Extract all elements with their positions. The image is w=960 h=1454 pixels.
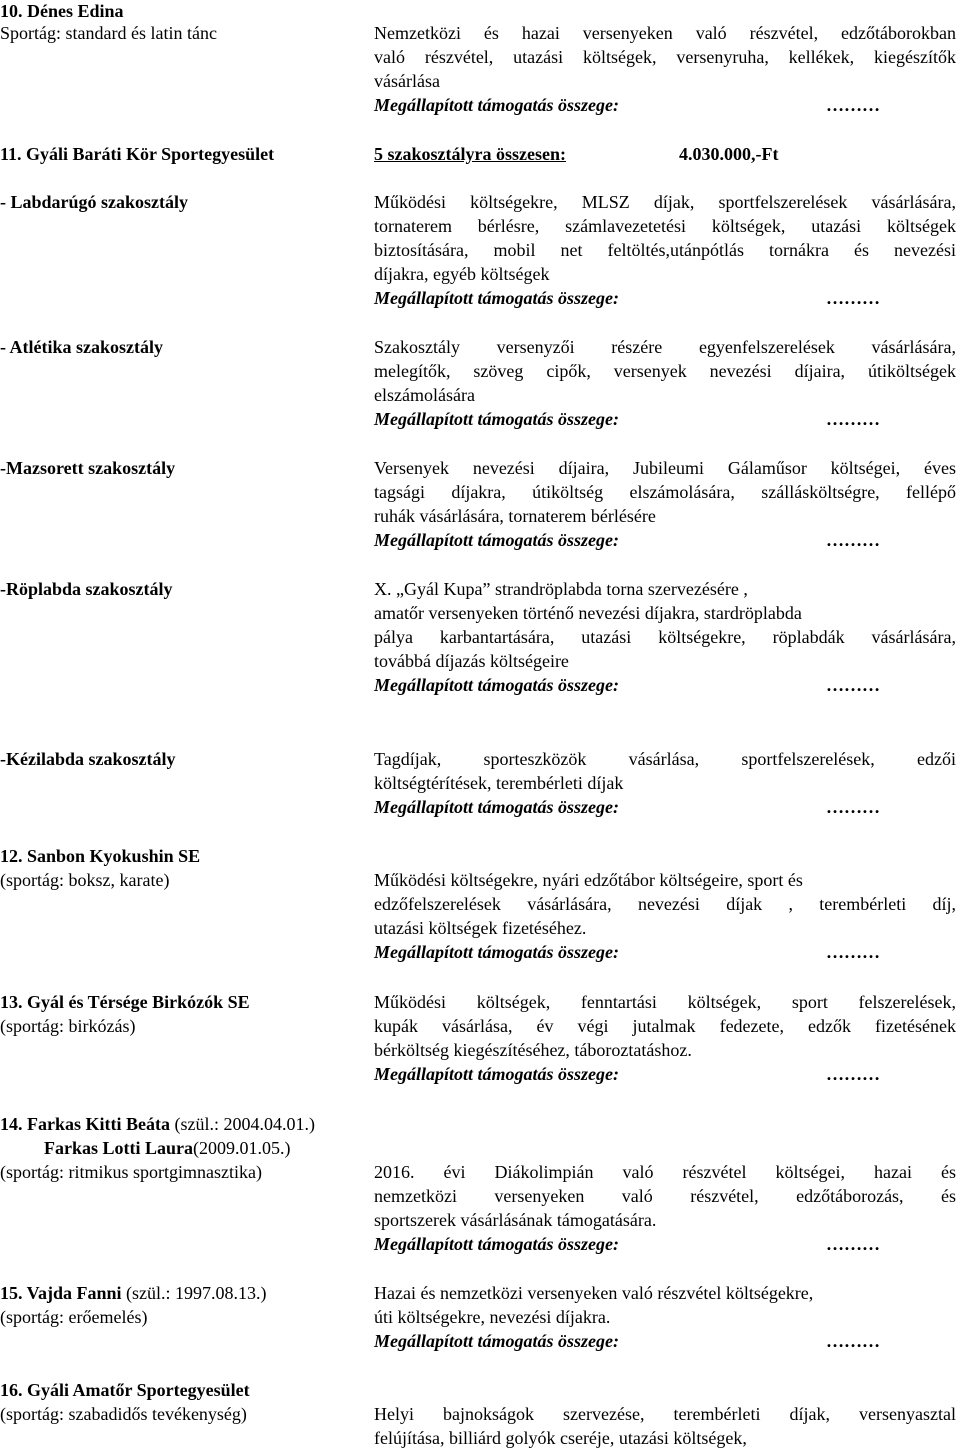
entry-16-title: 16. Gyáli Amatőr Sportegyesület [0, 1380, 250, 1400]
entry-15-sport: (sportág: erőemelés) [0, 1307, 148, 1327]
atletika-amount-label: Megállapított támogatás összege: [374, 409, 619, 429]
entry-16-desc-1: Helyi bajnokságok szervezése, terembérleti díjak, versenyasztal [374, 1404, 956, 1424]
entry-12-title: 12. Sanbon Kyokushin SE [0, 846, 201, 866]
entry-10-desc-1: Nemzetközi és hazai versenyeken való részvétel, edzőtáborokban [374, 23, 956, 43]
mazsorett-amount-value: ……… [826, 530, 880, 550]
entry-10-desc-2: való részvétel, utazási költségek, versenyruha, kellékek, kiegészítők [374, 47, 956, 67]
entry-11-total-label: 5 szakosztályra összesen: [374, 144, 566, 164]
entry-12-sport: (sportág: boksz, karate) [0, 870, 170, 890]
mazsorett-desc-2: tagsági díjakra, útiköltség elszámolására, szállásköltségre, fellépő [374, 482, 956, 502]
entry-15-desc-1: Hazai és nemzetközi versenyeken való részvétel költségekre, [374, 1283, 814, 1303]
entry-12-desc-3: utazási költségek fizetéséhez. [374, 918, 587, 938]
entry-14-desc-3: sportszerek vásárlásának támogatására. [374, 1210, 657, 1230]
labdarugo-desc-3: biztosítására, mobil net feltöltés,utánpótlás tornákra és nevezési [374, 240, 956, 260]
labdarugo-amount-label: Megállapított támogatás összege: [374, 288, 619, 308]
entry-10-amount-label: Megállapított támogatás összege: [374, 95, 619, 115]
atletika-desc-2: melegítők, szöveg cipők, versenyek nevezési díjaira, útiköltségek [374, 361, 956, 381]
entry-10-title: 10. Dénes Edina [0, 1, 124, 21]
mazsorett-name: -Mazsorett szakosztály [0, 458, 176, 478]
entry-10-desc-3: vásárlása [374, 71, 440, 91]
entry-15-desc-2: úti költségekre, nevezési díjakra. [374, 1307, 611, 1327]
kezilabda-amount-label: Megállapított támogatás összege: [374, 797, 619, 817]
entry-15-name [0, 1282, 267, 1304]
entry-15-dob: (szül.: 1997.08.13.) [121, 1283, 267, 1303]
labdarugo-desc-1: Működési költségekre, MLSZ díjak, sportfelszerelések vásárlására, [374, 192, 956, 212]
entry-11-title: 11. Gyáli Baráti Kör Sportegyesület [0, 144, 275, 164]
entry-11-total-amount: 4.030.000,-Ft [679, 144, 779, 164]
entry-14-dob-b: (2009.01.05.) [193, 1138, 291, 1158]
entry-12-amount-label: Megállapított támogatás összege: [374, 942, 619, 962]
mazsorett-desc-3: ruhák vásárlására, tornaterem bérlésére [374, 506, 656, 526]
entry-12-desc-2: edzőfelszerelések vásárlására, nevezési díjak , terembérleti díj, [374, 894, 956, 914]
entry-13-amount-value: ……… [826, 1064, 880, 1084]
labdarugo-desc-2: tornaterem bérlésre, számlavezetetési költségek, utazási költségek [374, 216, 956, 236]
kezilabda-desc-1: Tagdíjak, sporteszközök vásárlása, sportfelszerelések, edzői [374, 749, 956, 769]
entry-14-title-b: Farkas Lotti Laura [44, 1138, 194, 1158]
kezilabda-desc-2: költségtérítések, terembérleti díjak [374, 773, 624, 793]
kezilabda-name: -Kézilabda szakosztály [0, 749, 176, 769]
roplabda-amount-value: ……… [826, 675, 880, 695]
entry-13-amount-label: Megállapított támogatás összege: [374, 1064, 619, 1084]
roplabda-desc-3: pálya karbantartására, utazási költségekre, röplabdák vásárlására, [374, 627, 956, 647]
entry-10-amount-value: ……… [826, 95, 880, 115]
labdarugo-desc-4: díjakra, egyéb költségek [374, 264, 550, 284]
roplabda-desc-4: továbbá díjazás költségeire [374, 651, 569, 671]
entry-14-dob-a: (szül.: 2004.04.01.) [169, 1114, 315, 1134]
entry-14-name-b [44, 1137, 291, 1159]
entry-13-desc-2: kupák vásárlása, év végi jutalmak fedezete, edzők fizetésének [374, 1016, 956, 1036]
entry-14-name-a [0, 1113, 315, 1135]
roplabda-desc-1: X. „Gyál Kupa” strandröplabda torna szervezésére , [374, 579, 748, 599]
entry-13-desc-3: bérköltség kiegészítéséhez, táboroztatáshoz. [374, 1040, 692, 1060]
atletika-desc-1: Szakosztály versenyzői részére egyenfelszerelések vásárlására, [374, 337, 956, 357]
entry-15-amount-value: ……… [826, 1331, 880, 1351]
entry-14-desc-1: 2016. évi Diákolimpián való részvétel költségei, hazai és [374, 1162, 956, 1182]
atletika-name: - Atlétika szakosztály [0, 337, 163, 357]
entry-14-desc-2: nemzetközi versenyeken való részvétel, edzőtáborozás, és [374, 1186, 956, 1206]
roplabda-desc-2: amatőr versenyeken történő nevezési díjakra, stardröplabda [374, 603, 802, 623]
entry-10-sport: Sportág: standard és latin tánc [0, 23, 217, 43]
entry-14-amount-value: ……… [826, 1234, 880, 1254]
entry-16-desc-2: felújítása, billiárd golyók cseréje, utazási költségek, [374, 1428, 747, 1448]
entry-14-title-a: 14. Farkas Kitti Beáta [0, 1114, 170, 1134]
entry-13-desc-1: Működési költségek, fenntartási költségek, sport felszerelések, [374, 992, 956, 1012]
entry-15-amount-label: Megállapított támogatás összege: [374, 1331, 619, 1351]
mazsorett-desc-1: Versenyek nevezési díjaira, Jubileumi Gálaműsor költségei, éves [374, 458, 956, 478]
labdarugo-amount-value: ……… [826, 288, 880, 308]
kezilabda-amount-value: ……… [826, 797, 880, 817]
entry-13-sport: (sportág: birkózás) [0, 1016, 136, 1036]
entry-12-desc-1: Működési költségekre, nyári edzőtábor költségeire, sport és [374, 870, 803, 890]
atletika-desc-3: elszámolására [374, 385, 475, 405]
entry-12-amount-value: ……… [826, 942, 880, 962]
entry-14-amount-label: Megállapított támogatás összege: [374, 1234, 619, 1254]
roplabda-amount-label: Megállapított támogatás összege: [374, 675, 619, 695]
entry-13-title: 13. Gyál és Térsége Birkózók SE [0, 992, 250, 1012]
entry-15-title: 15. Vajda Fanni [0, 1283, 122, 1303]
entry-14-sport: (sportág: ritmikus sportgimnasztika) [0, 1162, 262, 1182]
atletika-amount-value: ……… [826, 409, 880, 429]
labdarugo-name: - Labdarúgó szakosztály [0, 192, 189, 212]
roplabda-name: -Röplabda szakosztály [0, 579, 173, 599]
mazsorett-amount-label: Megállapított támogatás összege: [374, 530, 619, 550]
entry-16-sport: (sportág: szabadidős tevékenység) [0, 1404, 247, 1424]
